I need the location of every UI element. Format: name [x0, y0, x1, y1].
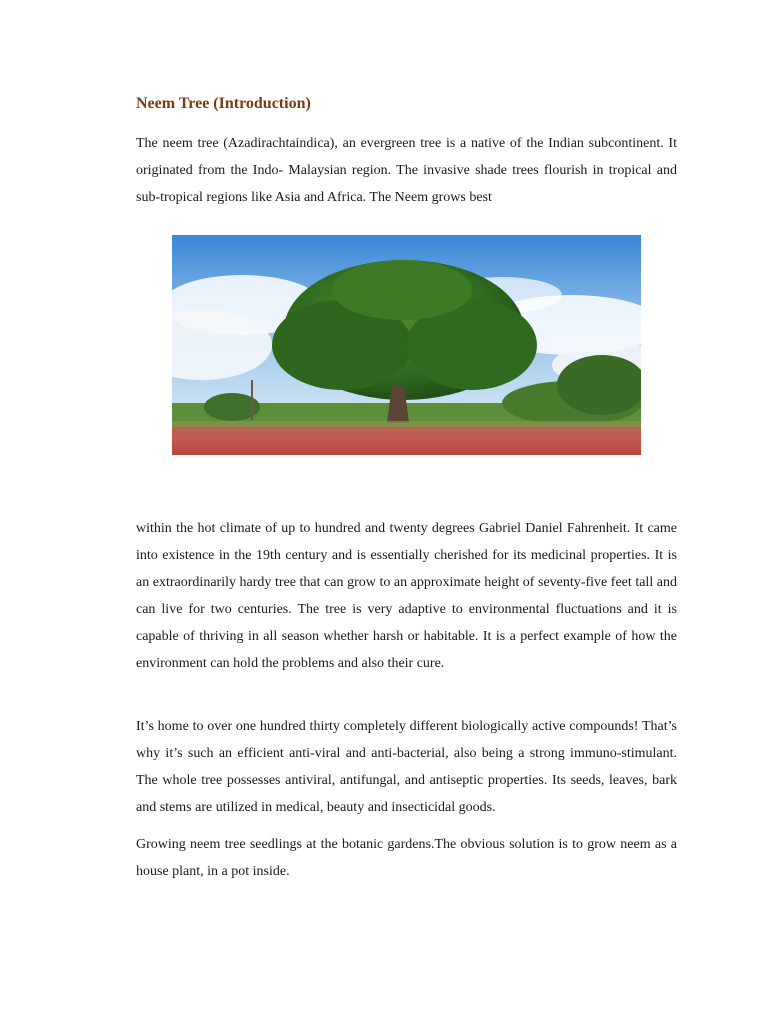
neem-tree-photo: [172, 235, 641, 455]
paragraph-compounds: It’s home to over one hundred thirty completely different biologically active compounds! That’s why it’s such an efficient anti-viral and anti-bacterial, also being a strong immuno-stimulant. The whole tree possesses antiviral, antifungal, and antiseptic properties. Its seeds, leaves, bark and stems are utilized in medical, beauty and insecticidal goods.: [136, 719, 677, 815]
paragraph-intro: The neem tree (Azadirachtaindica), an evergreen tree is a native of the Indian subcontinent. It originated from the Indo- Malaysian region. The invasive shade trees flourish in tropical and sub-tropical regions like Asia and Africa. The Neem grows best: [136, 136, 677, 205]
paragraph-growing: Growing neem tree seedlings at the botanic gardens.The obvious solution is to grow neem as a house plant, in a pot inside.: [136, 837, 677, 879]
page-title: Neem Tree (Introduction): [136, 95, 311, 112]
paragraph-climate: within the hot climate of up to hundred and twenty degrees Gabriel Daniel Fahrenheit. It came into existence in the 19th century and is essentially cherished for its medicinal properties. It is an extraordinarily hardy tree that can grow to an approximate height of seventy-five feet tall and can live for two centuries. The tree is very adaptive to environmental fluctuations and it is capable of thriving in all season whether harsh or habitable. It is a perfect example of how the environment can hold the problems and also their cure.: [136, 521, 677, 671]
